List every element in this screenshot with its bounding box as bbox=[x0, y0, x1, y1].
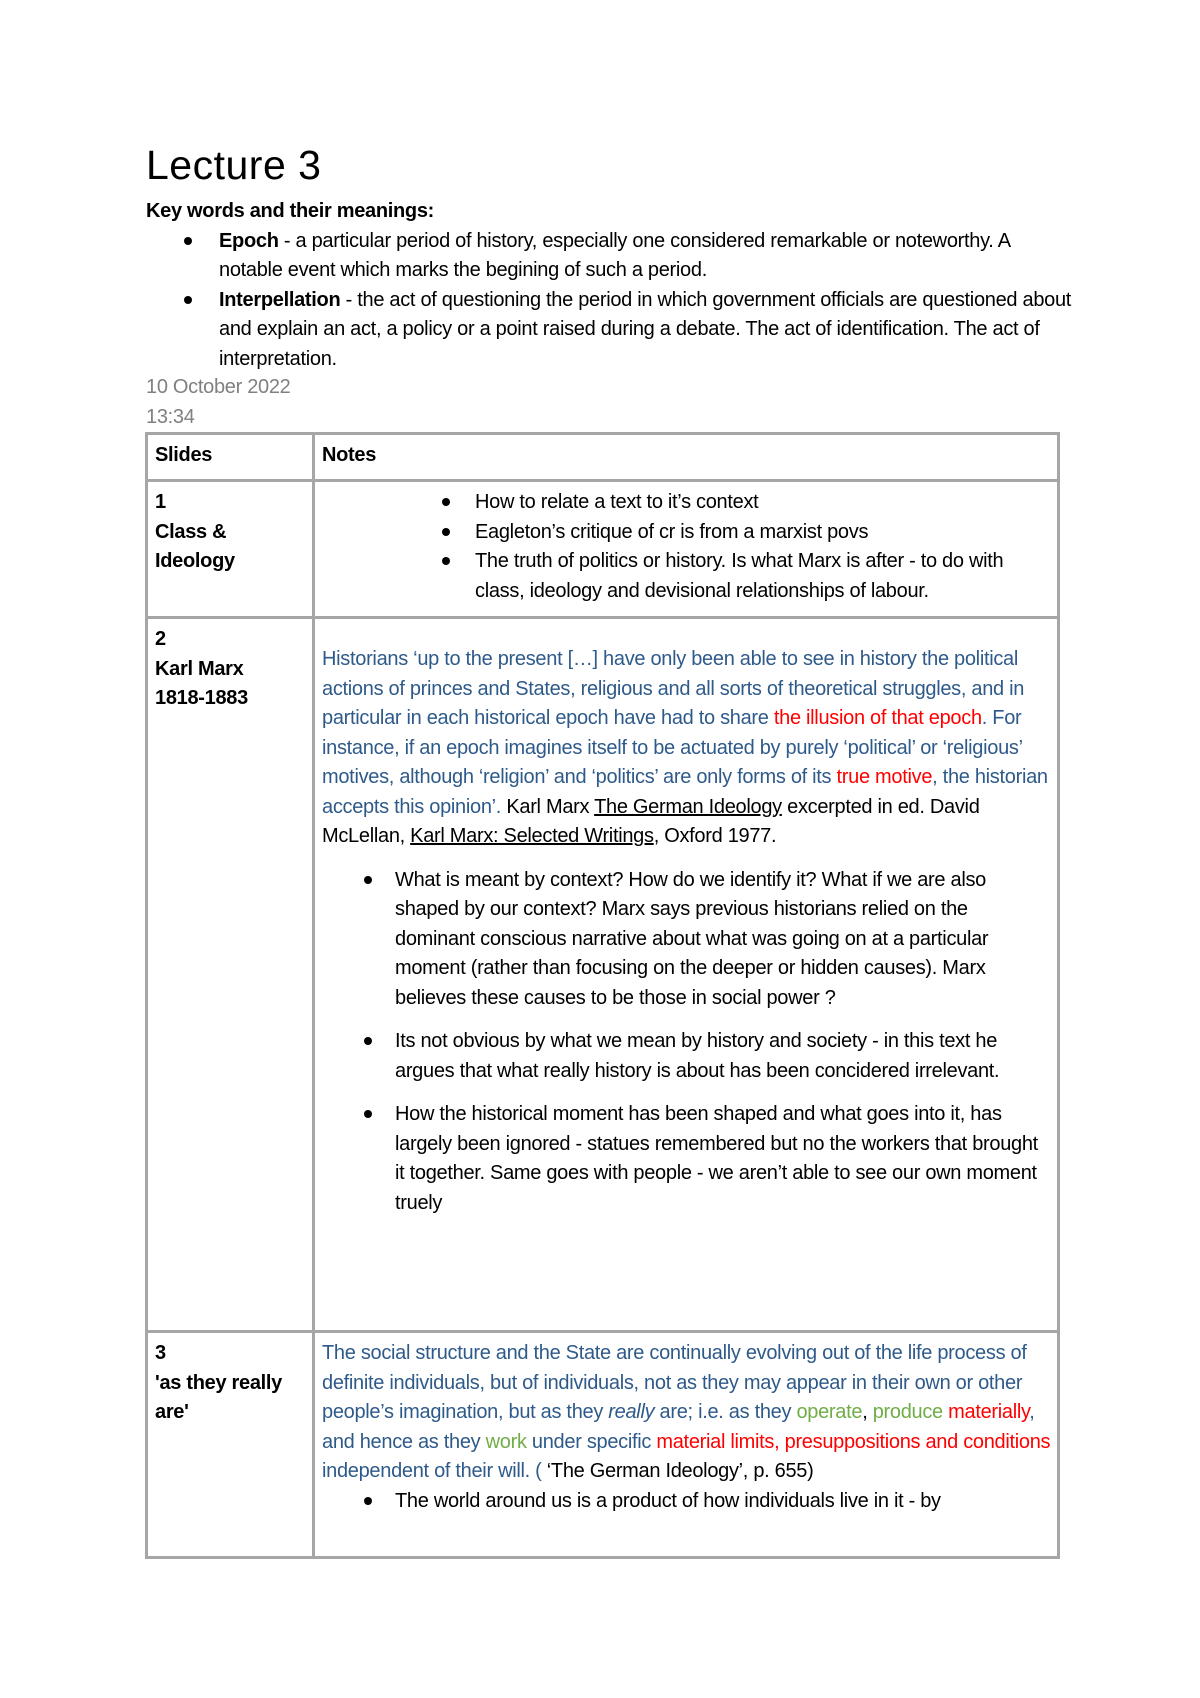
notes-table bbox=[145, 432, 1060, 1559]
slide-number: 3 bbox=[155, 1342, 166, 1364]
notes-cell bbox=[314, 481, 1059, 618]
slide-number: 1 bbox=[155, 491, 166, 513]
slide-cell bbox=[147, 481, 314, 618]
notes-cell bbox=[314, 618, 1059, 1332]
book-title: The German Ideology bbox=[594, 795, 782, 818]
list-item: How the historical moment has been shaped and what goes into it, has largely been ignored - statues remembered but no the workers that brought it together. Same goes with people - we aren’t able to see our own moment truely bbox=[322, 1100, 1051, 1218]
list-item: Its not obvious by what we mean by history and society - in this text he argues that what really history is about has been concidered irrelevant. bbox=[322, 1027, 1051, 1086]
slide-title: 'as they really are' bbox=[155, 1371, 283, 1423]
keyword-term: Epoch bbox=[219, 229, 279, 252]
keywords-heading: Key words and their meanings: bbox=[146, 200, 435, 222]
table-header bbox=[147, 434, 1059, 481]
keywords-list bbox=[146, 227, 1076, 375]
slide-title: Class & Ideology bbox=[155, 520, 235, 572]
keyword-definition: - a particular period of history, especially one considered remarkable or noteworthy. A notable event which marks the begining of such a period. bbox=[219, 229, 1010, 281]
time: 13:34 bbox=[146, 406, 195, 428]
notes-list bbox=[322, 488, 1051, 606]
date: 10 October 2022 bbox=[146, 376, 291, 398]
timestamp bbox=[146, 372, 291, 432]
page-title: Lecture 3 bbox=[146, 142, 322, 188]
keyword-term: Interpellation bbox=[219, 288, 341, 311]
book-title: Karl Marx: Selected Writings bbox=[410, 825, 654, 847]
notes-list bbox=[322, 866, 1051, 1219]
header-notes: Notes bbox=[314, 434, 1059, 481]
list-item: The world around us is a product of how individuals live in it - by bbox=[322, 1487, 1051, 1517]
list-item: The truth of politics or history. Is what Marx is after - to do with class, ideology and devisional relationships of labour. bbox=[322, 547, 1051, 606]
table-row bbox=[147, 1332, 1059, 1558]
keywords-section bbox=[146, 197, 1076, 374]
slide-title: Karl Marx 1818-1883 bbox=[155, 657, 248, 709]
quote-block: The social structure and the State are continually evolving out of the life process of definite individuals, but of individuals, not as they may appear in their own or other people’s imagination, but as they really are; i.e. as they operate, produce materially, and hence as they work under specific material limits, presuppositions and conditions independent of their will. ( ‘The German Ideology’, p. 655) bbox=[322, 1342, 1051, 1482]
quote-block: Historians ‘up to the present […] have only been able to see in history the political actions of princes and States, religious and all sorts of theoretical struggles, and in particular in each historical epoch have had to share the illusion of that epoch. For instance, if an epoch imagines itself to be actuated by purely ‘political’ or ‘religious’ motives, although ‘religion’ and ‘politics’ are only forms of its true motive, the historian accepts this opinion’. Karl Marx The German Ideology excerpted in ed. David McLellan, Karl Marx: Selected Writings, Oxford 1977. bbox=[322, 648, 1048, 847]
slide-cell bbox=[147, 1332, 314, 1558]
list-item: How to relate a text to it’s context bbox=[322, 488, 1051, 518]
header-slides: Slides bbox=[147, 434, 314, 481]
table-row bbox=[147, 618, 1059, 1332]
table-row bbox=[147, 481, 1059, 618]
keyword-item bbox=[146, 227, 1076, 286]
keyword-definition: - the act of questioning the period in which government officials are questioned about and explain an act, a policy or a point raised during a debate. The act of identification. The act of interpretation. bbox=[219, 288, 1072, 370]
keyword-item bbox=[146, 286, 1076, 375]
list-item: What is meant by context? How do we identify it? What if we are also shaped by our context? Marx says previous historians relied on the dominant conscious narrative about what was going on at a particular moment (rather than focusing on the deeper or hidden causes). Marx believes these causes to be those in social power ? bbox=[322, 866, 1051, 1014]
notes-list bbox=[322, 1487, 1051, 1517]
notes-cell bbox=[314, 1332, 1059, 1558]
slide-number: 2 bbox=[155, 628, 166, 650]
list-item: Eagleton’s critique of cr is from a marxist povs bbox=[322, 518, 1051, 548]
slide-cell bbox=[147, 618, 314, 1332]
